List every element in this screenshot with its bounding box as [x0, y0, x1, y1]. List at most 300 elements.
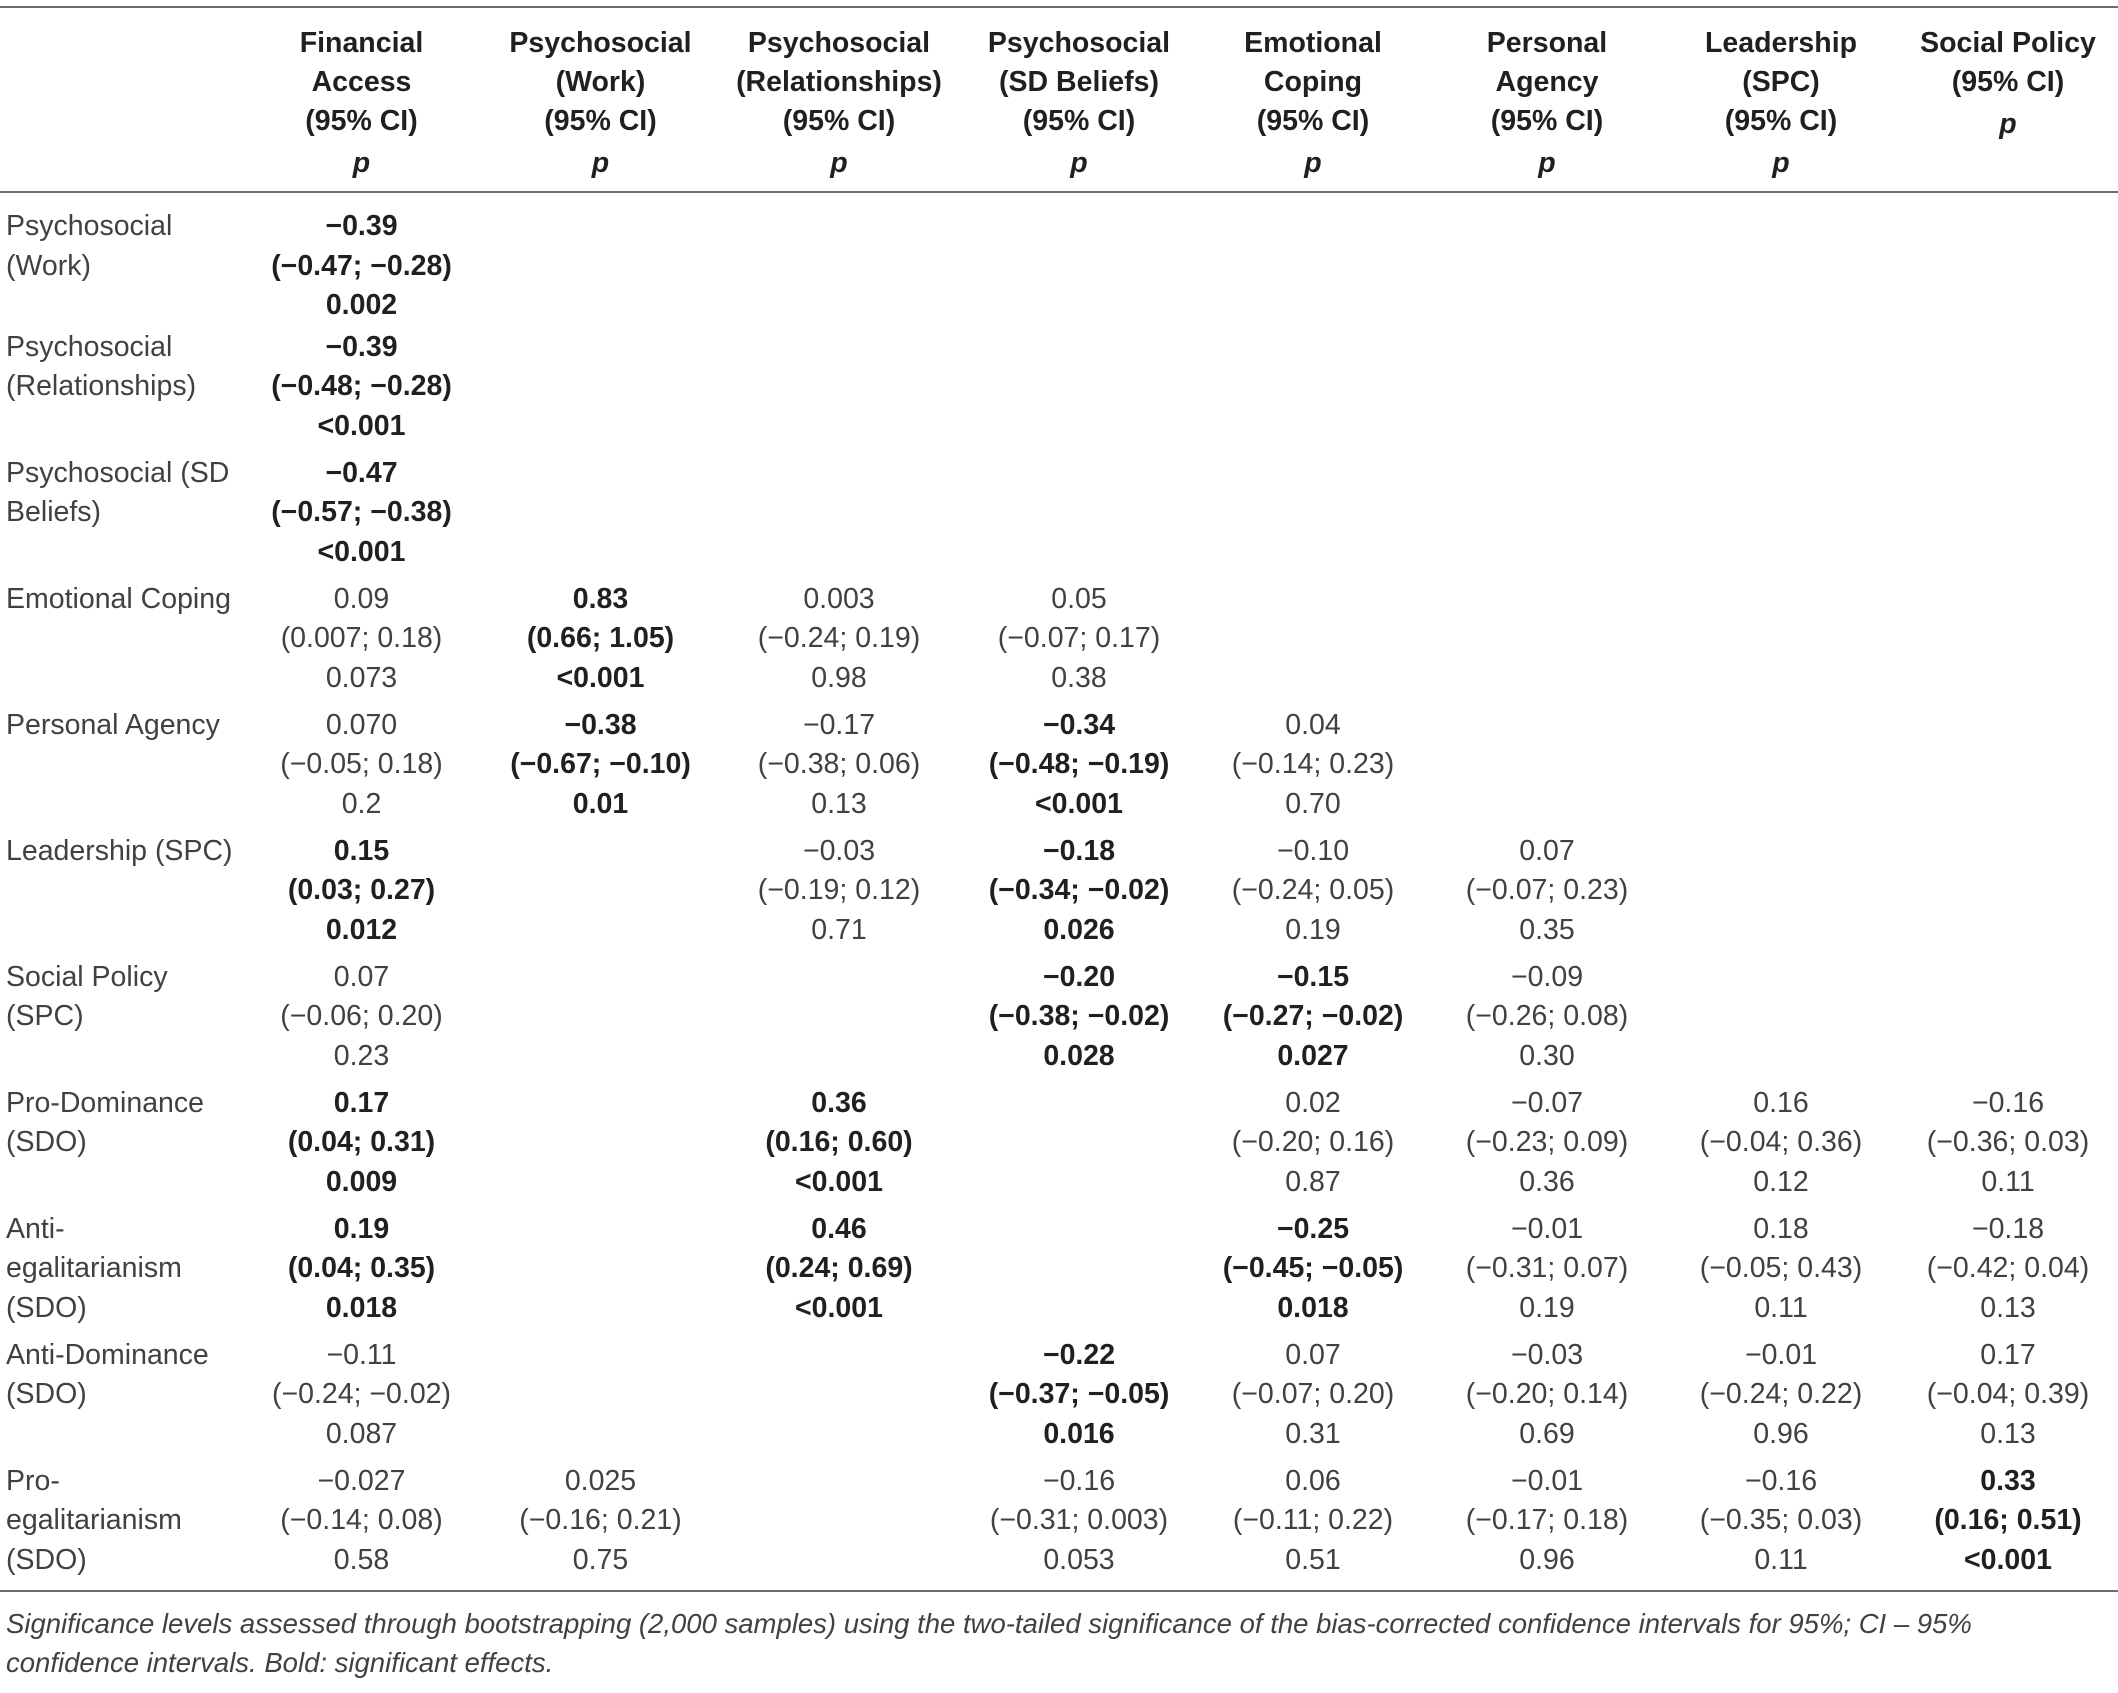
- empty-cell: [485, 192, 716, 326]
- table-footnote: Significance levels assessed through bootstrapping (2,000 samples) using the two-tailed significance of the bias-corrected confidence intervals for 95%; CI – 95% confidence intervals. Bold: significant effects.: [6, 1608, 1972, 1678]
- table-cell: [238, 578, 485, 704]
- cell-p-value: 0.012: [325, 913, 398, 946]
- column-header-p-label: p: [1999, 108, 2017, 140]
- table-row: [0, 956, 2118, 1082]
- column-header: [485, 7, 716, 192]
- cell-p-value: <0.001: [795, 1291, 883, 1324]
- empty-cell: [1430, 704, 1664, 830]
- cell-p-value: 0.018: [1277, 1291, 1349, 1324]
- column-header-line: (95% CI): [1951, 66, 2065, 98]
- row-label-line: Psychosocial: [6, 330, 173, 363]
- cell-p-value: 0.19: [1519, 1291, 1575, 1324]
- cell-p-value: 0.002: [325, 289, 398, 321]
- cell-confidence-interval: (−0.42; 0.04): [1926, 1252, 2090, 1284]
- cell-p-value: 0.58: [333, 1543, 390, 1576]
- cell-confidence-interval: (−0.17; 0.18): [1465, 1504, 1629, 1536]
- row-label: [0, 1334, 238, 1460]
- cell-confidence-interval: (0.24; 0.69): [765, 1252, 913, 1284]
- table-row: [0, 578, 2118, 704]
- empty-cell: [962, 192, 1196, 326]
- empty-cell: [962, 1208, 1196, 1334]
- cell-estimate: −0.20: [1042, 960, 1116, 993]
- empty-cell: [716, 1334, 962, 1460]
- column-header: [1196, 7, 1430, 192]
- cell-confidence-interval: (−0.35; 0.03): [1699, 1504, 1863, 1536]
- cell-estimate: 0.05: [1051, 582, 1107, 615]
- cell-confidence-interval: (−0.57; −0.38): [271, 496, 452, 528]
- cell-confidence-interval: (−0.24; −0.02): [271, 1378, 452, 1410]
- results-table: [0, 6, 2118, 1592]
- column-header: [1430, 7, 1664, 192]
- cell-confidence-interval: (−0.14; 0.08): [280, 1504, 443, 1536]
- cell-estimate: 0.09: [333, 582, 390, 615]
- cell-confidence-interval: (−0.48; −0.19): [988, 748, 1170, 780]
- table-cell: [1196, 956, 1430, 1082]
- cell-p-value: 0.19: [1285, 913, 1341, 946]
- cell-p-value: 0.016: [1043, 1417, 1115, 1450]
- cell-confidence-interval: (−0.31; 0.07): [1465, 1252, 1629, 1284]
- column-header-line: Leadership: [1704, 27, 1858, 59]
- row-label: [0, 192, 238, 326]
- empty-cell: [962, 452, 1196, 578]
- table-cell: [238, 830, 485, 956]
- cell-estimate: −0.03: [802, 834, 876, 867]
- cell-p-value: 0.38: [1051, 661, 1107, 694]
- cell-confidence-interval: (−0.26; 0.08): [1465, 1000, 1629, 1032]
- empty-cell: [1196, 192, 1430, 326]
- cell-confidence-interval: (−0.05; 0.43): [1699, 1252, 1863, 1284]
- table-cell: [238, 326, 485, 452]
- table-header: [0, 7, 2118, 192]
- table-row: [0, 1334, 2118, 1460]
- cell-estimate: 0.16: [1753, 1086, 1809, 1119]
- empty-cell: [716, 326, 962, 452]
- cell-estimate: −0.03: [1510, 1338, 1584, 1371]
- table-row: [0, 452, 2118, 578]
- table-cell: [716, 830, 962, 956]
- cell-confidence-interval: (0.04; 0.31): [287, 1126, 436, 1158]
- cell-confidence-interval: (−0.47; −0.28): [271, 249, 452, 282]
- cell-confidence-interval: (−0.37; −0.05): [988, 1378, 1170, 1410]
- cell-estimate: −0.39: [325, 210, 398, 242]
- table-cell: [238, 1334, 485, 1460]
- empty-cell: [1664, 704, 1898, 830]
- empty-cell: [1664, 326, 1898, 452]
- row-label-line: (Work): [6, 249, 91, 282]
- row-label-line: (SDO): [6, 1378, 87, 1410]
- table-cell: [1430, 830, 1664, 956]
- table-cell: [238, 1082, 485, 1208]
- table-cell: [716, 578, 962, 704]
- table-cell: [1898, 1082, 2118, 1208]
- column-header-line: Psychosocial: [987, 27, 1171, 59]
- table-cell: [716, 704, 962, 830]
- cell-p-value: 0.36: [1519, 1165, 1575, 1198]
- cell-confidence-interval: (−0.20; 0.16): [1231, 1126, 1395, 1158]
- empty-cell: [1664, 830, 1898, 956]
- cell-confidence-interval: (0.66; 1.05): [526, 622, 675, 654]
- cell-confidence-interval: (−0.07; 0.20): [1231, 1378, 1395, 1410]
- cell-confidence-interval: (−0.24; 0.05): [1231, 874, 1395, 906]
- empty-cell: [1898, 956, 2118, 1082]
- empty-cell: [485, 1082, 716, 1208]
- table-cell: [1430, 1334, 1664, 1460]
- table-cell: [962, 1460, 1196, 1592]
- cell-p-value: 0.12: [1753, 1165, 1809, 1198]
- table-cell: [238, 956, 485, 1082]
- column-header-line: (95% CI): [1022, 105, 1136, 137]
- empty-cell: [1898, 704, 2118, 830]
- empty-cell: [1898, 192, 2118, 326]
- cell-confidence-interval: (0.03; 0.27): [287, 874, 436, 906]
- cell-confidence-interval: (0.04; 0.35): [287, 1252, 436, 1284]
- cell-confidence-interval: (−0.14; 0.23): [1231, 748, 1395, 780]
- column-header-line: Coping: [1263, 66, 1363, 98]
- column-header-line: (95% CI): [1724, 105, 1838, 137]
- row-label: [0, 830, 238, 956]
- row-label: [0, 1208, 238, 1334]
- table-row: [0, 1460, 2118, 1592]
- cell-confidence-interval: (−0.05; 0.18): [280, 748, 443, 780]
- cell-p-value: 0.35: [1519, 913, 1575, 946]
- row-label: [0, 326, 238, 452]
- empty-cell: [716, 452, 962, 578]
- column-header-line: (95% CI): [544, 105, 657, 137]
- empty-cell: [485, 830, 716, 956]
- column-header-line: (95% CI): [1256, 105, 1370, 137]
- table-cell: [716, 1082, 962, 1208]
- cell-estimate: −0.16: [1971, 1086, 2045, 1119]
- column-header-line: Psychosocial: [747, 27, 931, 59]
- empty-cell: [1196, 452, 1430, 578]
- cell-confidence-interval: (−0.19; 0.12): [757, 874, 921, 906]
- cell-estimate: −0.15: [1276, 960, 1350, 993]
- cell-estimate: −0.09: [1510, 960, 1584, 993]
- cell-estimate: −0.18: [1971, 1212, 2045, 1245]
- cell-confidence-interval: (−0.34; −0.02): [988, 874, 1170, 906]
- cell-p-value: 0.13: [1980, 1417, 2036, 1450]
- row-label-line: Psychosocial (SD: [6, 456, 230, 489]
- row-label-line: egalitarianism: [6, 1504, 182, 1536]
- table-cell: [238, 1460, 485, 1592]
- table-cell: [1196, 1208, 1430, 1334]
- cell-confidence-interval: (−0.23; 0.09): [1465, 1126, 1629, 1158]
- cell-p-value: <0.001: [795, 1165, 883, 1198]
- cell-p-value: 0.053: [1043, 1543, 1115, 1576]
- table-row: [0, 830, 2118, 956]
- column-header-line: Psychosocial: [509, 27, 692, 59]
- cell-estimate: −0.16: [1042, 1464, 1116, 1497]
- row-label-line: Leadership (SPC): [6, 834, 233, 867]
- cell-estimate: −0.01: [1510, 1464, 1584, 1497]
- cell-estimate: −0.38: [564, 708, 637, 741]
- table-cell: [1430, 956, 1664, 1082]
- empty-cell: [1430, 578, 1664, 704]
- column-header: [238, 7, 485, 192]
- table-cell: [962, 704, 1196, 830]
- table-row: [0, 704, 2118, 830]
- table-cell: [1898, 1334, 2118, 1460]
- empty-cell: [716, 956, 962, 1082]
- cell-p-value: 0.69: [1519, 1417, 1575, 1450]
- row-label: [0, 1460, 238, 1592]
- row-label-line: Social Policy: [6, 960, 168, 993]
- empty-cell: [1664, 192, 1898, 326]
- table-cell: [1430, 1082, 1664, 1208]
- table-cell: [962, 830, 1196, 956]
- table-cell: [1430, 1460, 1664, 1592]
- empty-cell: [1898, 578, 2118, 704]
- cell-p-value: 0.11: [1754, 1543, 1808, 1576]
- column-header: [1898, 7, 2118, 192]
- cell-p-value: 0.073: [325, 661, 398, 694]
- table-cell: [1196, 1460, 1430, 1592]
- cell-p-value: 0.11: [1754, 1291, 1808, 1324]
- table-cell: [1898, 1208, 2118, 1334]
- column-header-p-label: p: [591, 147, 610, 179]
- table-cell: [485, 1460, 716, 1592]
- header-row: [0, 7, 2118, 192]
- column-header: [1664, 7, 1898, 192]
- table-cell: [1664, 1334, 1898, 1460]
- row-label: [0, 452, 238, 578]
- cell-p-value: 0.009: [325, 1165, 398, 1198]
- cell-estimate: −0.17: [802, 708, 876, 741]
- column-header-line: Agency: [1495, 66, 1599, 98]
- empty-cell: [962, 326, 1196, 452]
- cell-p-value: 0.51: [1285, 1543, 1341, 1576]
- cell-estimate: 0.06: [1285, 1464, 1341, 1497]
- cell-confidence-interval: (−0.24; 0.22): [1699, 1378, 1863, 1410]
- column-header-line: (95% CI): [782, 105, 896, 137]
- cell-estimate: 0.04: [1285, 708, 1341, 741]
- cell-p-value: <0.001: [1035, 787, 1123, 820]
- cell-p-value: 0.87: [1285, 1165, 1341, 1198]
- empty-cell: [1430, 192, 1664, 326]
- cell-p-value: 0.71: [811, 913, 867, 946]
- column-header-line: Financial: [299, 27, 424, 59]
- cell-p-value: 0.30: [1519, 1039, 1575, 1072]
- column-header-line: Access: [311, 66, 412, 98]
- cell-estimate: −0.39: [325, 330, 398, 363]
- header-corner-cell: [0, 7, 238, 192]
- row-label-line: Personal Agency: [6, 708, 220, 741]
- cell-estimate: −0.25: [1276, 1212, 1350, 1245]
- cell-confidence-interval: (0.16; 0.60): [765, 1126, 913, 1158]
- cell-p-value: <0.001: [556, 661, 645, 694]
- empty-cell: [485, 1334, 716, 1460]
- column-header-line: (95% CI): [1490, 105, 1604, 137]
- cell-estimate: 0.17: [1980, 1338, 2036, 1371]
- cell-confidence-interval: (−0.48; −0.28): [271, 370, 452, 402]
- table-cell: [1196, 830, 1430, 956]
- row-label-line: (SDO): [6, 1126, 87, 1158]
- cell-p-value: 0.96: [1753, 1417, 1809, 1450]
- cell-confidence-interval: (0.16; 0.51): [1934, 1504, 2082, 1536]
- row-label: [0, 1082, 238, 1208]
- cell-p-value: 0.2: [341, 787, 382, 820]
- cell-p-value: 0.018: [325, 1291, 398, 1324]
- cell-p-value: 0.01: [572, 787, 629, 820]
- column-header-line: (Relationships): [736, 66, 942, 98]
- row-label-line: (SDO): [6, 1543, 87, 1576]
- empty-cell: [485, 326, 716, 452]
- cell-estimate: 0.003: [803, 582, 875, 615]
- cell-confidence-interval: (−0.31; 0.003): [989, 1504, 1169, 1536]
- cell-estimate: −0.07: [1510, 1086, 1584, 1119]
- empty-cell: [1430, 452, 1664, 578]
- cell-confidence-interval: (−0.04; 0.39): [1926, 1378, 2090, 1410]
- table-cell: [485, 704, 716, 830]
- cell-confidence-interval: (−0.67; −0.10): [510, 748, 691, 780]
- row-label: [0, 956, 238, 1082]
- table-row: [0, 1082, 2118, 1208]
- row-label-line: (SPC): [6, 1000, 84, 1032]
- cell-estimate: −0.22: [1042, 1338, 1116, 1371]
- cell-p-value: 0.028: [1043, 1039, 1115, 1072]
- cell-confidence-interval: (−0.38; −0.02): [988, 1000, 1170, 1032]
- cell-confidence-interval: (−0.27; −0.02): [1222, 1000, 1404, 1032]
- cell-confidence-interval: (−0.36; 0.03): [1926, 1126, 2090, 1158]
- cell-estimate: −0.16: [1744, 1464, 1818, 1497]
- cell-confidence-interval: (−0.38; 0.06): [757, 748, 921, 780]
- cell-estimate: 0.02: [1285, 1086, 1341, 1119]
- column-header-line: Social Policy: [1920, 27, 2096, 59]
- cell-p-value: 0.027: [1277, 1039, 1349, 1072]
- table-cell: [1196, 1334, 1430, 1460]
- cell-confidence-interval: (−0.06; 0.20): [280, 1000, 443, 1032]
- cell-estimate: −0.47: [325, 456, 398, 489]
- table-body: [0, 192, 2118, 1591]
- empty-cell: [1664, 452, 1898, 578]
- empty-cell: [1898, 452, 2118, 578]
- table-row: [0, 326, 2118, 452]
- cell-estimate: 0.070: [325, 708, 398, 741]
- empty-cell: [716, 192, 962, 326]
- cell-estimate: 0.07: [1519, 834, 1575, 867]
- table-cell: [1898, 1460, 2118, 1592]
- empty-cell: [1898, 326, 2118, 452]
- cell-estimate: −0.027: [317, 1464, 406, 1497]
- empty-cell: [1196, 326, 1430, 452]
- column-header-line: (SD Beliefs): [999, 66, 1159, 98]
- empty-cell: [1430, 326, 1664, 452]
- row-label-line: (Relationships): [6, 370, 197, 402]
- table-row: [0, 1208, 2118, 1334]
- column-header-p-label: p: [352, 147, 371, 179]
- table-cell: [238, 704, 485, 830]
- empty-cell: [1196, 578, 1430, 704]
- cell-estimate: −0.34: [1042, 708, 1116, 741]
- cell-p-value: 0.70: [1285, 787, 1341, 820]
- cell-estimate: 0.17: [333, 1086, 390, 1119]
- row-label-line: Anti-Dominance: [6, 1338, 209, 1371]
- column-header-line: (SPC): [1742, 66, 1820, 98]
- cell-confidence-interval: (−0.11; 0.22): [1232, 1504, 1394, 1536]
- cell-p-value: 0.23: [333, 1039, 390, 1072]
- cell-estimate: 0.15: [333, 834, 390, 867]
- table-cell: [238, 452, 485, 578]
- cell-confidence-interval: (−0.24; 0.19): [757, 622, 921, 654]
- column-header-p-label: p: [1070, 147, 1088, 179]
- empty-cell: [1898, 830, 2118, 956]
- cell-p-value: 0.026: [1043, 913, 1115, 946]
- row-label-line: Beliefs): [6, 496, 102, 528]
- cell-estimate: 0.46: [811, 1212, 867, 1245]
- row-label-line: Pro-: [6, 1464, 60, 1497]
- empty-cell: [485, 452, 716, 578]
- cell-estimate: 0.83: [572, 582, 629, 615]
- empty-cell: [1664, 578, 1898, 704]
- table-cell: [1196, 1082, 1430, 1208]
- column-header-line: (Work): [555, 66, 646, 98]
- table-row: [0, 192, 2118, 326]
- row-label-line: (SDO): [6, 1291, 87, 1324]
- cell-estimate: −0.18: [1042, 834, 1116, 867]
- cell-confidence-interval: (−0.07; 0.23): [1465, 874, 1629, 906]
- table-cell: [485, 578, 716, 704]
- row-label: [0, 578, 238, 704]
- column-header-p-label: p: [1538, 147, 1556, 179]
- cell-confidence-interval: (−0.07; 0.17): [997, 622, 1161, 654]
- cell-p-value: 0.13: [1980, 1291, 2036, 1324]
- cell-p-value: 0.98: [811, 661, 867, 694]
- table-cell: [238, 1208, 485, 1334]
- column-header-line: Personal: [1486, 27, 1608, 59]
- table-cell: [962, 1334, 1196, 1460]
- column-header-line: (95% CI): [305, 105, 418, 137]
- table-cell: [238, 192, 485, 326]
- empty-cell: [485, 1208, 716, 1334]
- column-header-p-label: p: [1772, 147, 1790, 179]
- column-header-line: Emotional: [1244, 27, 1382, 59]
- cell-estimate: 0.07: [333, 960, 390, 993]
- table-cell: [1664, 1082, 1898, 1208]
- column-header-p-label: p: [1304, 147, 1322, 179]
- cell-p-value: 0.13: [811, 787, 867, 820]
- cell-estimate: 0.07: [1285, 1338, 1341, 1371]
- cell-p-value: <0.001: [1964, 1543, 2052, 1576]
- table-cell: [1664, 1208, 1898, 1334]
- cell-estimate: −0.10: [1276, 834, 1350, 867]
- cell-p-value: 0.31: [1285, 1417, 1341, 1450]
- cell-p-value: <0.001: [317, 535, 406, 568]
- table-cell: [1430, 1208, 1664, 1334]
- cell-confidence-interval: (−0.20; 0.14): [1465, 1378, 1629, 1410]
- cell-estimate: −0.01: [1744, 1338, 1818, 1371]
- cell-estimate: 0.025: [564, 1464, 637, 1497]
- empty-cell: [485, 956, 716, 1082]
- table-cell: [962, 578, 1196, 704]
- cell-p-value: 0.087: [325, 1417, 398, 1450]
- cell-p-value: <0.001: [317, 409, 406, 442]
- cell-confidence-interval: (0.007; 0.18): [280, 622, 443, 654]
- cell-estimate: 0.19: [333, 1212, 390, 1245]
- cell-p-value: 0.75: [572, 1543, 629, 1576]
- column-header: [716, 7, 962, 192]
- row-label: [0, 704, 238, 830]
- column-header: [962, 7, 1196, 192]
- row-label-line: Anti-: [6, 1212, 65, 1245]
- row-label-line: Emotional Coping: [6, 582, 231, 615]
- empty-cell: [716, 1460, 962, 1592]
- cell-p-value: 0.96: [1519, 1543, 1575, 1576]
- cell-estimate: 0.18: [1753, 1212, 1809, 1245]
- row-label-line: Psychosocial: [6, 210, 173, 242]
- empty-cell: [1664, 956, 1898, 1082]
- cell-p-value: 0.11: [1981, 1165, 2035, 1198]
- table-cell: [1664, 1460, 1898, 1592]
